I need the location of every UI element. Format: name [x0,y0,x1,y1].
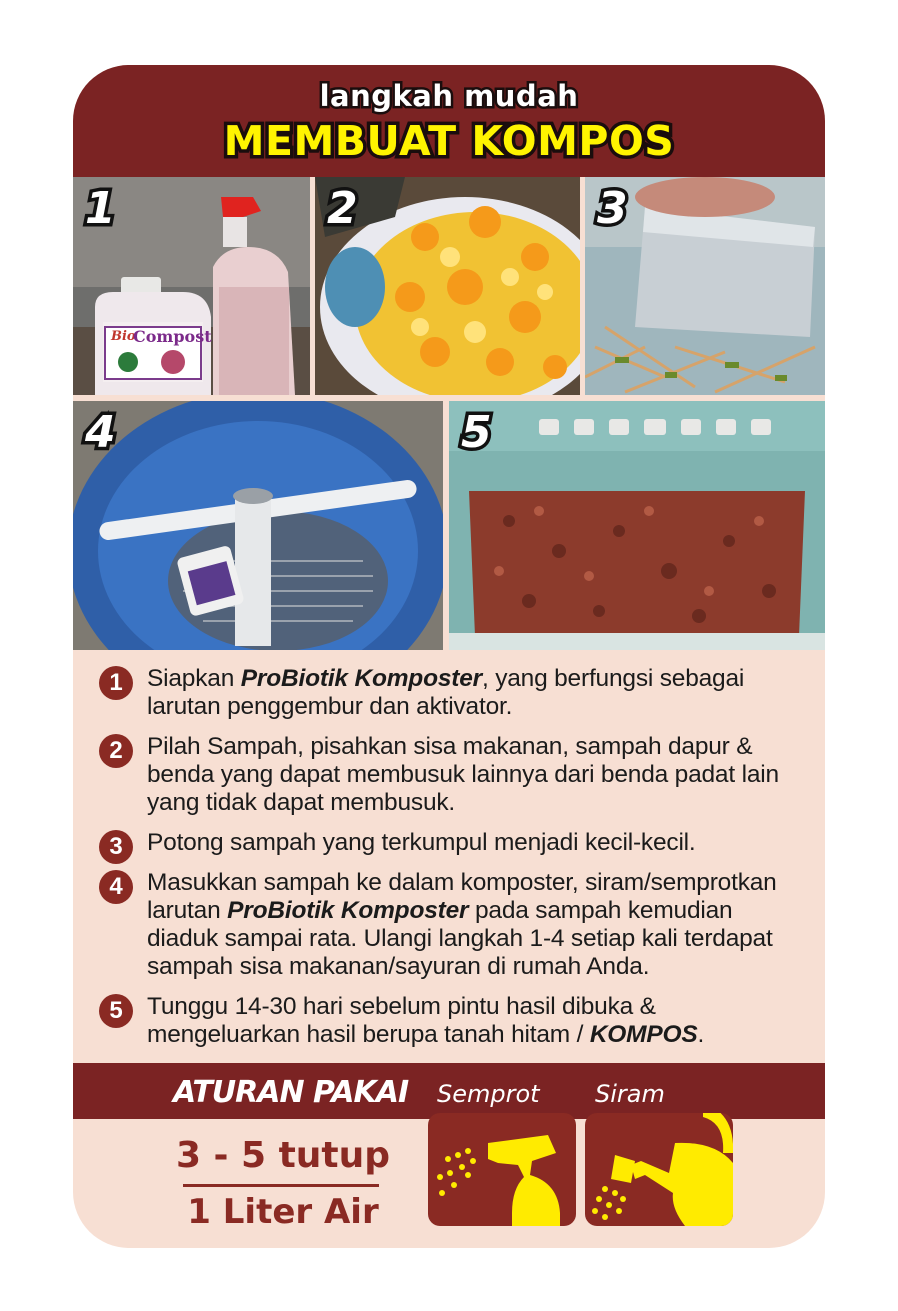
dose-text: 3 - 5 tutup [175,1135,391,1176]
bottle-brand-label: Bio [111,329,136,344]
divider [183,1184,379,1187]
steps-list [97,665,809,1061]
barrel-image [73,401,443,650]
spray-bottle-icon [428,1113,576,1226]
list-item [97,665,809,721]
instruction-card [73,65,825,1248]
photo-step-5 [449,401,825,650]
photo-number: 2 [327,183,358,234]
list-item [97,869,809,981]
photo-number: 5 [461,407,492,458]
list-item [97,829,809,860]
photo-number: 1 [85,183,116,234]
step-emphasis: ProBiotik Komposter [240,665,482,692]
water-text: 1 Liter Air [187,1192,379,1232]
photo-step-2 [315,177,580,395]
step-text: Masukkan sampah ke dalam komposter, siram/semprotkan larutan [147,869,777,924]
header-banner [73,65,825,177]
photo-step-4 [73,401,443,650]
step-number-badge: 5 [99,994,133,1028]
step-emphasis: ProBiotik Komposter [227,897,469,924]
step-text: . [697,1021,705,1048]
step-text: Siapkan [147,665,241,692]
step-number-badge: 3 [99,830,133,864]
step-text: Potong sampah yang terkumpul menjadi kecil-kecil. [147,829,696,856]
step-number-badge: 1 [99,666,133,700]
photo-number: 4 [85,407,116,458]
header-subtitle: langkah mudah [319,79,579,113]
step-number-badge: 2 [99,734,133,768]
step-number-badge: 4 [99,870,133,904]
header-title: MEMBUAT KOMPOS [223,117,675,165]
spray-bottle-icon [428,1113,576,1226]
method-label-siram: Siram [595,1080,665,1108]
photo-number: 3 [597,183,628,234]
step-text: pada sampah kemudian diaduk sampai rata. Ulangi langkah 1-4 setiap kali terdapat sampah sisa makanan/sayuran di rumah Anda. [147,897,773,980]
method-label-semprot: Semprot [437,1080,540,1108]
photo-step-1 [73,177,310,395]
step-emphasis: KOMPOS [589,1021,698,1048]
photo-step-3 [585,177,825,395]
watering-can-icon [585,1113,733,1226]
watering-can-icon [585,1113,733,1226]
step-text: , yang berfungsi sebagai larutan penggembur dan aktivator. [147,665,745,720]
rules-label: ATURAN PAKAI [173,1075,409,1110]
step-text: Pilah Sampah, pisahkan sisa makanan, sampah dapur & benda yang dapat membusuk lainnya dari benda padat lain yang tidak dapat membusuk. [147,733,779,816]
list-item [97,993,809,1049]
compost-image [449,401,825,650]
step-text: Tunggu 14-30 hari sebelum pintu hasil dibuka & mengeluarkan hasil berupa tanah hitam / [147,993,656,1048]
bottle-product-label: Compost [133,327,212,346]
list-item [97,733,809,817]
